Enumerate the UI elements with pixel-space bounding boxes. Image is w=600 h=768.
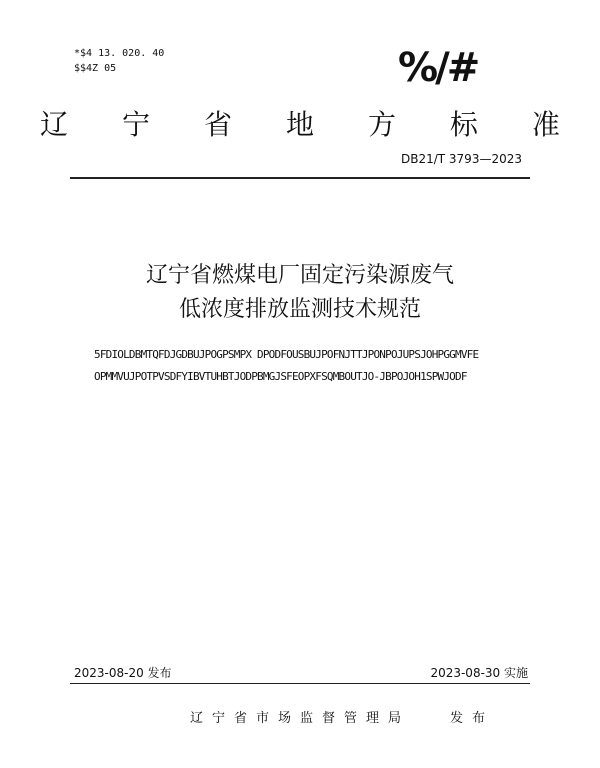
date-row bbox=[74, 664, 528, 681]
title-line-2: 低浓度排放监测技术规范 bbox=[178, 297, 421, 322]
standard-type-char: 宁 bbox=[121, 108, 150, 141]
header-divider bbox=[70, 177, 530, 179]
db-logo: %/# bbox=[398, 45, 478, 91]
publish-date: 2023-08-20 发布 bbox=[74, 666, 172, 680]
footer-divider bbox=[70, 683, 530, 684]
ics-code: *$4 13. 020. 40 bbox=[74, 48, 165, 59]
english-title bbox=[94, 344, 554, 388]
standard-type-char: 标 bbox=[449, 108, 478, 141]
standard-type-heading bbox=[40, 108, 560, 142]
document-title bbox=[0, 259, 600, 327]
ics-classification bbox=[74, 46, 164, 76]
implement-date: 2023-08-30 实施 bbox=[430, 666, 528, 680]
ccs-code: $$4Z 05 bbox=[74, 63, 117, 74]
standard-type-char: 准 bbox=[531, 108, 560, 141]
issue-label: 发布 bbox=[450, 711, 495, 726]
standard-type-char: 地 bbox=[285, 108, 314, 141]
standard-number: DB21/T 3793—2023 bbox=[400, 152, 522, 166]
standard-type-char: 省 bbox=[203, 108, 232, 141]
english-title-line-1: 5FDIOLDBMTQFDJGDBUJPOGPSMPX DPODFOUSBUJPOFNJTTJPONPOJUPSJOHPGGMVFE bbox=[94, 348, 479, 361]
standard-type-char: 方 bbox=[367, 108, 396, 141]
standard-type-char: 辽 bbox=[40, 108, 69, 141]
english-title-line-2: OPMMVUJPOTPVSDFYIBVTUHBTJODPBMGJSFEOPXFSQMBOUTJO-JBPOJOH1SPWJODF bbox=[94, 370, 467, 383]
title-line-1: 辽宁省燃煤电厂固定污染源废气 bbox=[145, 263, 454, 288]
issuing-authority: 辽宁省市场监督管理局 bbox=[190, 711, 411, 726]
